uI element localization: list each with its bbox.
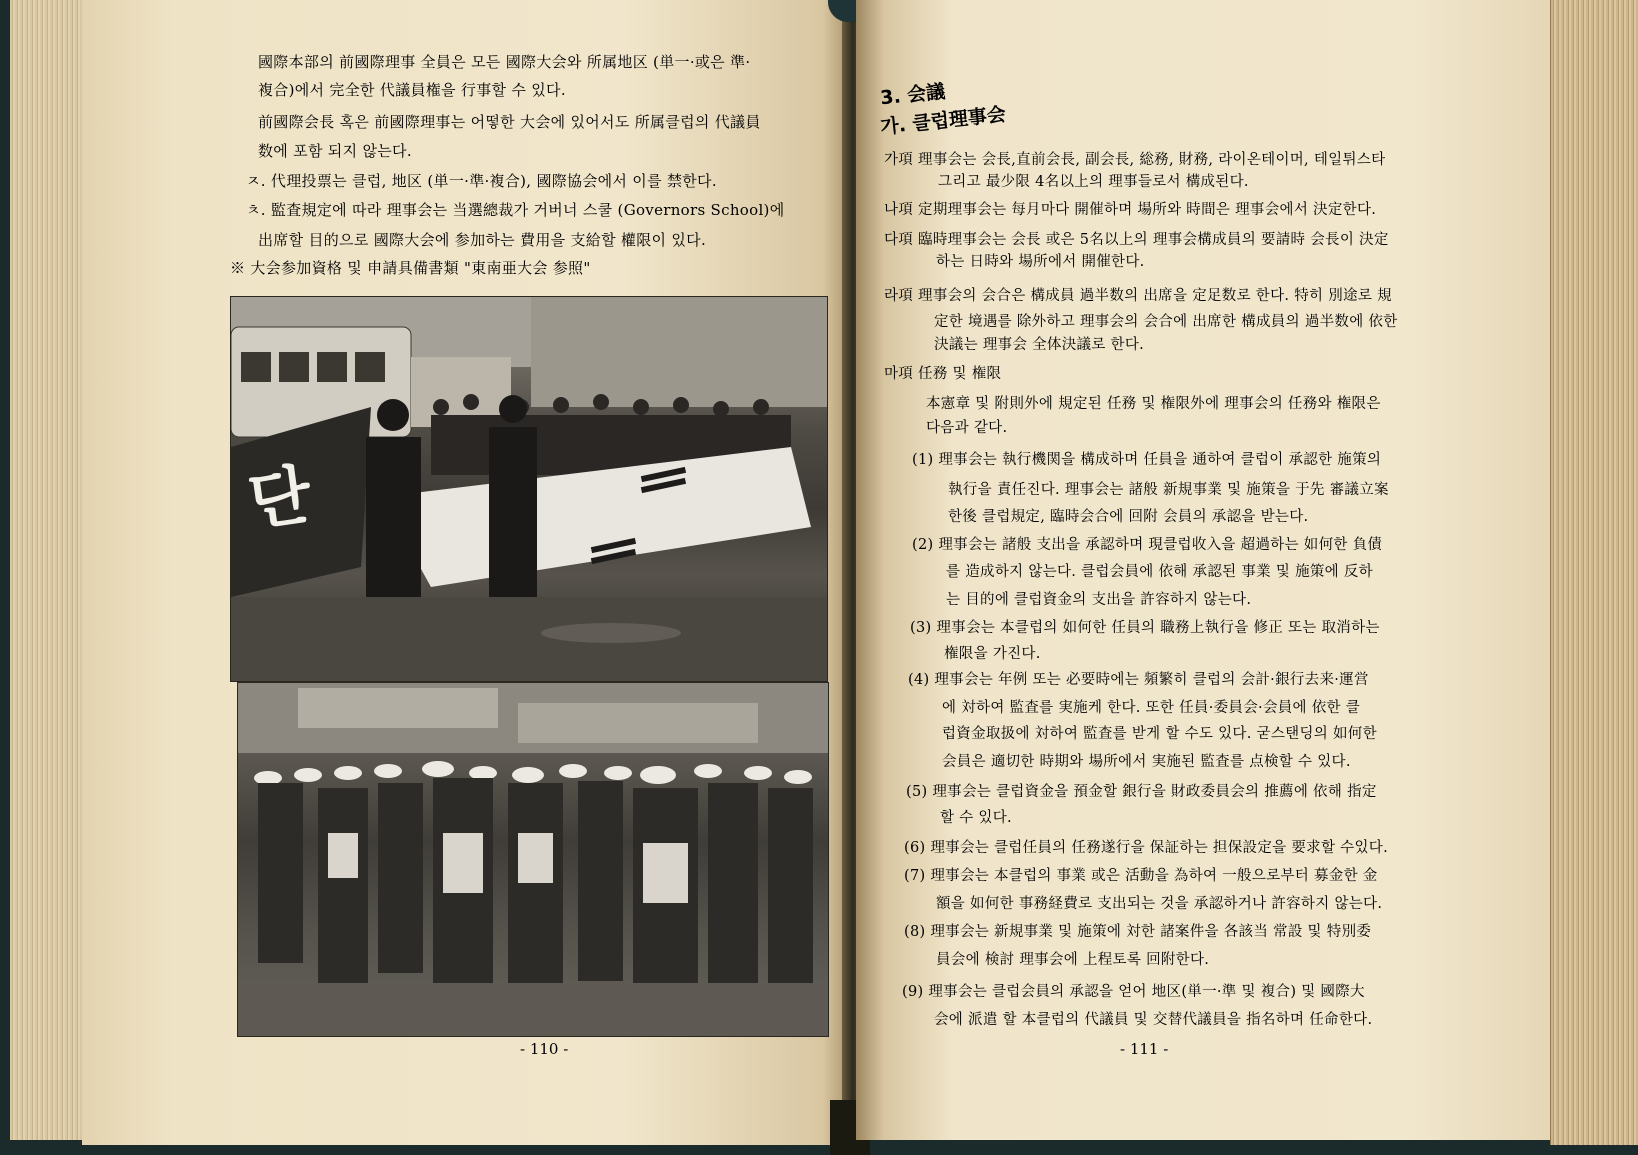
right-line-14: 한後 클럽規定, 臨時会合에 回附 会員의 承認을 받는다. xyxy=(948,509,1309,525)
photo1-banner-text: 단 xyxy=(244,458,316,540)
right-line-2: 그리고 最少限 4名以上의 理事들로서 構成된다. xyxy=(938,174,1249,190)
right-line-17: 는 目的에 클럽資金의 支出을 許容하지 않는다. xyxy=(946,592,1252,608)
right-line-21: 에 対하여 監査를 実施케 한다. 또한 任員·委員会·会員에 依한 클 xyxy=(942,700,1361,716)
parade-photo-marchers xyxy=(237,682,829,1037)
book-page-edges-left xyxy=(10,0,86,1140)
right-line-4: 다項 臨時理事会는 会長 或은 5名以上의 理事会構成員의 要請時 会長이 決定 xyxy=(884,232,1389,248)
left-line-1: 國際本部의 前國際理事 全員은 모든 國際大会와 所属地区 (単一·或은 準· xyxy=(258,53,751,71)
right-line-3: 나項 定期理事会는 每月마다 開催하며 場所와 時間은 理事会에서 決定한다. xyxy=(884,202,1377,218)
right-line-1: 가項 理事会는 会長,直前会長, 副会長, 総務, 財務, 라이온테이머, 테일튀스타 xyxy=(884,152,1386,168)
right-line-31: (9) 理事会는 클럽会員의 承認을 얻어 地区(単一·準 및 複合) 및 國際大 xyxy=(902,984,1365,1000)
right-page-number: - 111 - xyxy=(1120,1040,1169,1058)
subsection-heading-club-board: 가. 클럽理事会 xyxy=(879,103,1007,139)
right-line-29: (8) 理事会는 新規事業 및 施策에 対한 諸案件을 各該当 常設 및 特別委 xyxy=(904,924,1372,940)
section-heading-meetings: 3. 会議 xyxy=(879,80,947,110)
right-line-13: 執行을 責任진다. 理事会는 諸般 新規事業 및 施策을 于先 審議立案 xyxy=(948,482,1389,498)
left-line-3: 前國際会長 혹은 前國際理事는 어떻한 大会에 있어서도 所属클럽의 代議員 xyxy=(258,113,761,131)
left-line-2: 複合)에서 完全한 代議員権을 行事할 수 있다. xyxy=(258,81,566,99)
left-line-5: ㅈ. 代理投票는 클럽, 地区 (単一·準·複合), 國際協会에서 이를 禁한다. xyxy=(246,172,717,190)
left-line-6: ㅊ. 監査規定에 따라 理事会는 当選總裁가 거버너 스쿨 (Governors School)에 xyxy=(246,201,785,219)
left-line-8: ※ 大会参加資格 및 申請具備書類 "東南亜大会 参照" xyxy=(230,259,591,277)
right-line-19: 権限을 가진다. xyxy=(944,646,1041,662)
right-line-9: 마項 任務 및 権限 xyxy=(884,366,1002,382)
right-line-32: 会에 派遣 할 本클럽의 代議員 및 交替代議員을 指名하며 任命한다. xyxy=(934,1012,1373,1028)
right-line-18: (3) 理事会는 本클럽의 如何한 任員의 職務上執行을 修正 또는 取消하는 xyxy=(910,620,1380,636)
right-line-15: (2) 理事会는 諸般 支出을 承認하며 現클럽收入을 超過하는 如何한 負債 xyxy=(912,537,1383,553)
parade-photo-banner-art xyxy=(231,297,827,681)
right-line-26: (6) 理事会는 클럽任員의 任務遂行을 保証하는 担保設定을 要求할 수있다. xyxy=(904,840,1388,856)
right-line-28: 額을 如何한 事務経費로 支出되는 것을 承認하거나 許容하지 않는다. xyxy=(936,896,1383,912)
right-line-7: 定한 境遇를 除外하고 理事会의 会合에 出席한 構成員의 過半数에 依한 xyxy=(934,314,1398,330)
right-line-23: 会員은 適切한 時期와 場所에서 実施된 監査를 点検할 수 있다. xyxy=(942,754,1351,770)
right-line-27: (7) 理事会는 本클럽의 事業 或은 活動을 為하여 一般으로부터 募金한 金 xyxy=(904,868,1378,884)
book-page-edges-right xyxy=(1550,0,1638,1145)
right-line-25: 할 수 있다. xyxy=(940,810,1012,826)
right-line-22: 럽資金取扱에 対하여 監査를 받게 할 수도 있다. 굳스탠딩의 如何한 xyxy=(942,726,1377,742)
left-line-7: 出席할 目的으로 國際大会에 参加하는 費用을 支給할 權限이 있다. xyxy=(258,231,707,249)
left-page-number: - 110 - xyxy=(520,1040,569,1058)
parade-photo-marchers-art xyxy=(238,683,828,1036)
left-line-4: 数에 포함 되지 않는다. xyxy=(258,142,412,160)
right-line-6: 라項 理事会의 会合은 構成員 過半数의 出席을 定足数로 한다. 特히 別途로 規 xyxy=(884,288,1392,304)
right-line-24: (5) 理事会는 클럽資金을 預金할 銀行을 財政委員会의 推薦에 依해 指定 xyxy=(906,784,1377,800)
right-line-12: (1) 理事会는 執行機関을 構成하며 任員을 通하여 클럽이 承認한 施策의 xyxy=(912,452,1382,468)
parade-photo-banner xyxy=(230,296,828,682)
right-line-20: (4) 理事会는 年例 또는 必要時에는 頻繁히 클럽의 会計·銀行去来·運営 xyxy=(908,672,1369,688)
right-line-11: 다음과 같다. xyxy=(926,420,1008,436)
right-line-5: 하는 日時와 場所에서 開催한다. xyxy=(936,254,1145,270)
right-line-8: 決議는 理事会 全体決議로 한다. xyxy=(934,337,1145,353)
right-line-10: 本憲章 및 附則外에 規定된 任務 및 権限外에 理事会의 任務와 権限은 xyxy=(926,396,1381,412)
right-line-16: 를 造成하지 않는다. 클럽会員에 依해 承認된 事業 및 施策에 反하 xyxy=(946,564,1373,580)
right-line-30: 員会에 検討 理事会에 上程토록 回附한다. xyxy=(936,952,1210,968)
